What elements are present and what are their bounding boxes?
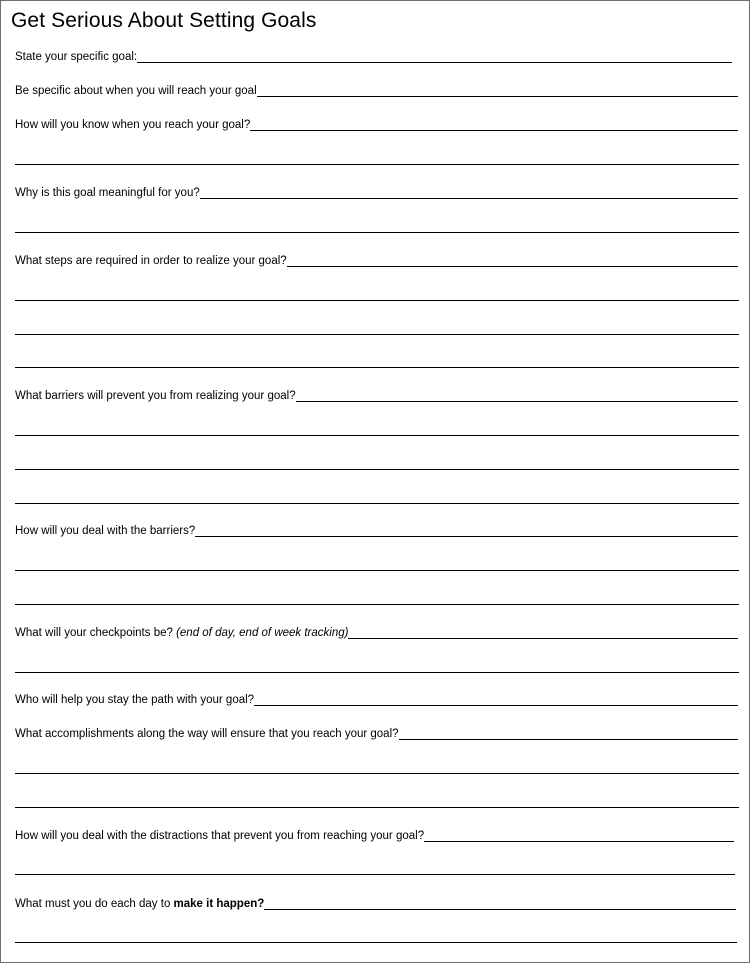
answer-line[interactable] xyxy=(15,773,739,774)
question-label: Who will help you stay the path with your goal? xyxy=(15,694,255,706)
answer-line[interactable] xyxy=(15,942,737,943)
question-who-helps xyxy=(15,693,738,707)
answer-line[interactable] xyxy=(257,96,738,97)
question-know-reached xyxy=(15,118,738,132)
question-label: State your specific goal: xyxy=(15,51,138,63)
answer-line[interactable] xyxy=(200,198,738,199)
answer-line[interactable] xyxy=(15,807,739,808)
question-label-italic: (end of day, end of week tracking) xyxy=(176,627,349,639)
answer-line[interactable] xyxy=(15,435,739,436)
question-when-reach-goal xyxy=(15,84,738,98)
answer-line[interactable] xyxy=(15,300,739,301)
question-label: What must you do each day to make it happen? xyxy=(15,898,265,910)
answer-line[interactable] xyxy=(296,401,738,402)
answer-line[interactable] xyxy=(15,469,739,470)
question-label-bold: make it happen? xyxy=(173,898,265,910)
question-specific-goal xyxy=(15,50,732,64)
answer-line[interactable] xyxy=(15,503,739,504)
answer-line[interactable] xyxy=(15,672,739,673)
question-deal-barriers xyxy=(15,524,738,538)
question-label: How will you deal with the barriers? xyxy=(15,525,196,537)
answer-line[interactable] xyxy=(287,266,738,267)
question-label: Why is this goal meaningful for you? xyxy=(15,187,200,199)
question-steps xyxy=(15,254,738,268)
question-label: Be specific about when you will reach your goal xyxy=(15,85,257,97)
question-label: How will you know when you reach your goal? xyxy=(15,119,251,131)
question-label: What accomplishments along the way will ensure that you reach your goal? xyxy=(15,728,399,740)
question-label: What will your checkpoints be? (end of day, end of week tracking) xyxy=(15,627,349,639)
question-label: What steps are required in order to realize your goal? xyxy=(15,255,287,267)
question-checkpoints xyxy=(15,626,738,640)
answer-line[interactable] xyxy=(254,705,738,706)
question-meaningful xyxy=(15,186,738,200)
question-distractions xyxy=(15,829,734,843)
question-accomplishments xyxy=(15,727,738,741)
answer-line[interactable] xyxy=(15,570,739,571)
answer-line[interactable] xyxy=(137,62,732,63)
question-label: How will you deal with the distractions that prevent you from reaching your goal? xyxy=(15,830,425,842)
question-each-day xyxy=(15,897,736,911)
answer-line[interactable] xyxy=(424,841,734,842)
answer-line[interactable] xyxy=(195,536,738,537)
answer-line[interactable] xyxy=(15,604,739,605)
answer-line[interactable] xyxy=(15,232,739,233)
question-label: What barriers will prevent you from realizing your goal? xyxy=(15,390,296,402)
answer-line[interactable] xyxy=(15,334,739,335)
answer-line[interactable] xyxy=(348,638,738,639)
answer-line[interactable] xyxy=(15,164,739,165)
answer-line[interactable] xyxy=(264,909,736,910)
answer-line[interactable] xyxy=(15,367,739,368)
answer-line[interactable] xyxy=(15,874,735,875)
answer-line[interactable] xyxy=(250,130,738,131)
answer-line[interactable] xyxy=(399,739,738,740)
page-title: Get Serious About Setting Goals xyxy=(11,9,317,32)
question-barriers xyxy=(15,389,738,403)
